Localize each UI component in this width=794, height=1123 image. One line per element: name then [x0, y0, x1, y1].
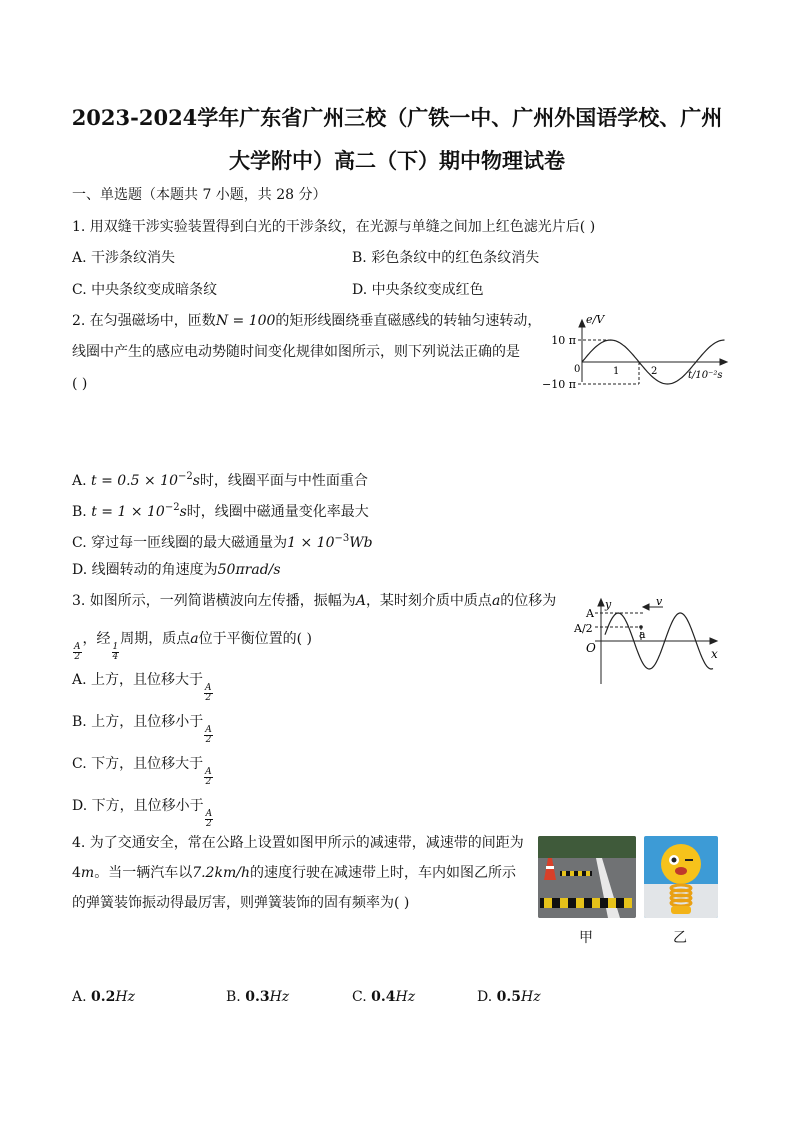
photo-label-yi: 乙	[673, 930, 687, 946]
q2-b-math: t = 1 × 10	[91, 504, 165, 520]
q3-frac-den: 2	[74, 652, 81, 662]
q2-option-d	[72, 561, 281, 579]
q2-tick-1: 1	[613, 366, 620, 377]
q2-y-arrow	[579, 320, 585, 327]
q2-stem-line2: 线圈中产生的感应电动势随时间变化规律如图所示，则下列说法正确的是	[72, 344, 520, 360]
q3-b-text: B. 上方，且位移小于	[72, 714, 204, 730]
q3-A-label: A	[586, 607, 594, 620]
q3-amplitude-symbol: A	[355, 593, 366, 609]
q4-c-unit: Hz	[395, 989, 416, 1005]
q4-stem-line2	[72, 864, 516, 882]
q2-a-text: 时，线圈平面与中性面重合	[199, 473, 368, 489]
q2-option-a	[72, 468, 368, 490]
q3-d-frac-num: A	[205, 809, 213, 819]
q3-option-b	[72, 713, 214, 745]
q2-y-pos-label: 10 π	[551, 334, 576, 347]
q3-c-frac-den: 2	[205, 777, 212, 787]
emoji-face-icon	[661, 844, 701, 884]
q2-stem-line3: ( )	[72, 376, 88, 392]
q4-b-unit: Hz	[269, 989, 290, 1005]
q3-stem-1c: 的位移为	[500, 593, 557, 609]
q3-stem-1a: 3. 如图所示，一列简谐横波向左传播，振幅为	[72, 593, 356, 609]
q4-spacing-value: 4	[72, 865, 81, 881]
q2-stem-1b: 的矩形线圈绕垂直磁感线的转轴匀速转动，	[275, 313, 542, 329]
q4-a-value: 0.2	[91, 989, 116, 1005]
q2-emf-graph	[540, 310, 730, 400]
q3-stem-2c: 位于平衡位置的( )	[198, 631, 312, 647]
q3-frac-quarter	[112, 643, 120, 662]
q2-b-text: 时，线圈中磁通量变化率最大	[186, 504, 369, 520]
q2-y-neg-label: −10 π	[542, 378, 576, 391]
q3-a-frac-den: 2	[205, 693, 212, 703]
q4-b-value: 0.3	[245, 989, 270, 1005]
q3-a-text: A. 上方，且位移大于	[72, 672, 204, 688]
q3-stem-1b: ，某时刻介质中质点	[365, 593, 492, 609]
q4-stem-2b: 。当一辆汽车以	[94, 865, 193, 881]
q4-d-unit: Hz	[521, 989, 541, 1005]
q3-d-frac	[205, 810, 214, 829]
q2-stem-line1	[72, 312, 541, 330]
q4-c-prefix: C.	[352, 989, 372, 1005]
q3-frac-num: A	[74, 642, 81, 652]
q3-O-label: O	[586, 641, 596, 655]
q3-c-text: C. 下方，且位移大于	[72, 756, 204, 772]
q2-tick-2: 2	[651, 366, 658, 377]
q2-a-unit: s	[192, 473, 200, 489]
q2-option-b	[72, 499, 369, 521]
q2-origin-label: 0	[574, 364, 581, 375]
q4-spacing-unit: m	[80, 865, 95, 881]
q2-a-prefix: A.	[72, 473, 92, 489]
q3-option-a	[72, 671, 214, 703]
q3-y-label: y	[605, 598, 612, 611]
q2-c-exp: −3	[334, 533, 350, 544]
q2-a-math: t = 0.5 × 10	[91, 473, 178, 489]
q3-stem-line2	[72, 630, 312, 662]
q3-wave-graph	[565, 594, 725, 686]
section-heading: 一、单选题（本题共 7 小题，共 28 分）	[72, 187, 327, 203]
q4-speed: 7.2km/h	[192, 865, 250, 881]
q1-option-a: A. 干涉条纹消失	[72, 250, 176, 266]
q1-option-c: C. 中央条纹变成暗条纹	[72, 282, 218, 298]
q2-b-exp: −2	[164, 502, 180, 513]
q2-option-c	[72, 530, 373, 552]
q4-option-d	[477, 988, 541, 1006]
q3-stem-2b: 周期，质点	[120, 631, 191, 647]
q4-stem-2c: 的速度行驶在减速带上时，车内如图乙所示	[249, 865, 516, 881]
q1-option-b: B. 彩色条纹中的红色条纹消失	[352, 250, 540, 266]
q4-stem-line1: 4. 为了交通安全，常在公路上设置如图甲所示的减速带，减速带的间距为	[72, 835, 524, 851]
q3-x-label: x	[711, 647, 718, 661]
paper-title-line1: 2023-2024学年广东省广州三校（广铁一中、广州外国语学校、广州	[71, 105, 723, 130]
speed-bump-far	[560, 871, 592, 876]
q1-option-d: D. 中央条纹变成红色	[352, 282, 484, 298]
q4-stem-line3: 的弹簧装饰振动得最厉害，则弹簧装饰的固有频率为( )	[72, 895, 410, 911]
q3-particle-symbol-2: a	[190, 631, 199, 647]
q2-a-exp: −2	[177, 471, 193, 482]
q3-b-frac-den: 2	[205, 735, 212, 745]
q4-a-prefix: A.	[72, 989, 92, 1005]
q3-a-frac-num: A	[205, 683, 212, 693]
q3-A2-label: A/2	[574, 622, 593, 635]
q3-b-frac	[204, 726, 213, 745]
q3-velocity-arrowhead	[643, 604, 649, 610]
q2-y-label: e/V	[586, 313, 605, 326]
q3-stem-2a: ，经	[82, 631, 111, 647]
q2-b-prefix: B.	[72, 504, 92, 520]
photo-label-jia: 甲	[579, 930, 593, 946]
q2-b-unit: s	[179, 504, 187, 520]
q3-a-label: a	[639, 628, 646, 641]
q3-y-arrow	[598, 599, 604, 606]
speed-bump-photo	[538, 836, 636, 918]
q3-c-frac	[204, 768, 213, 787]
q3-b-frac-num: A	[205, 725, 212, 735]
q4-c-value: 0.4	[371, 989, 396, 1005]
q1-stem: 1. 用双缝干涉实验装置得到白光的干涉条纹，在光源与单缝之间加上红色滤光片后( )	[72, 219, 596, 235]
q3-frac-a-half	[73, 643, 82, 662]
speed-bump-near	[540, 898, 632, 908]
q4-option-a	[72, 988, 135, 1006]
q3-option-c	[72, 755, 214, 787]
q2-n-equation: N = 100	[215, 313, 276, 329]
q4-option-b	[226, 988, 289, 1006]
q3-v-label: v	[656, 595, 663, 608]
q4-d-prefix: D.	[477, 989, 497, 1005]
q2-stem-1a: 2. 在匀强磁场中，匝数	[72, 313, 216, 329]
q2-x-arrow	[720, 359, 727, 365]
q3-d-frac-den: 2	[206, 819, 212, 829]
q4-d-value: 0.5	[496, 989, 521, 1005]
q3-quarter-den: 4	[112, 652, 119, 662]
q2-c-unit: Wb	[349, 535, 373, 551]
q2-c-text: C. 穿过每一匝线圈的最大磁通量为	[72, 535, 288, 551]
q2-x-label: t/10⁻²s	[688, 370, 723, 381]
q2-d-text: D. 线圈转动的角速度为	[72, 562, 218, 578]
q3-quarter-num: 1	[112, 642, 119, 652]
paper-title-line2: 大学附中）高二（下）期中物理试卷	[229, 148, 565, 173]
q3-particle-symbol: a	[491, 593, 501, 609]
q2-d-math: 50πrad/s	[217, 562, 281, 578]
q4-b-prefix: B.	[226, 989, 246, 1005]
spring-toy-photo	[644, 836, 718, 918]
q3-stem-line1	[72, 592, 556, 610]
q3-a-frac	[204, 684, 213, 703]
q3-c-frac-num: A	[205, 767, 212, 777]
q3-x-arrow	[710, 638, 717, 644]
q4-option-c	[352, 988, 415, 1006]
q4-a-unit: Hz	[115, 989, 135, 1005]
q3-option-d	[72, 797, 214, 829]
q2-c-math: 1 × 10	[287, 535, 335, 551]
q3-d-text: D. 下方，且位移小于	[72, 798, 204, 814]
